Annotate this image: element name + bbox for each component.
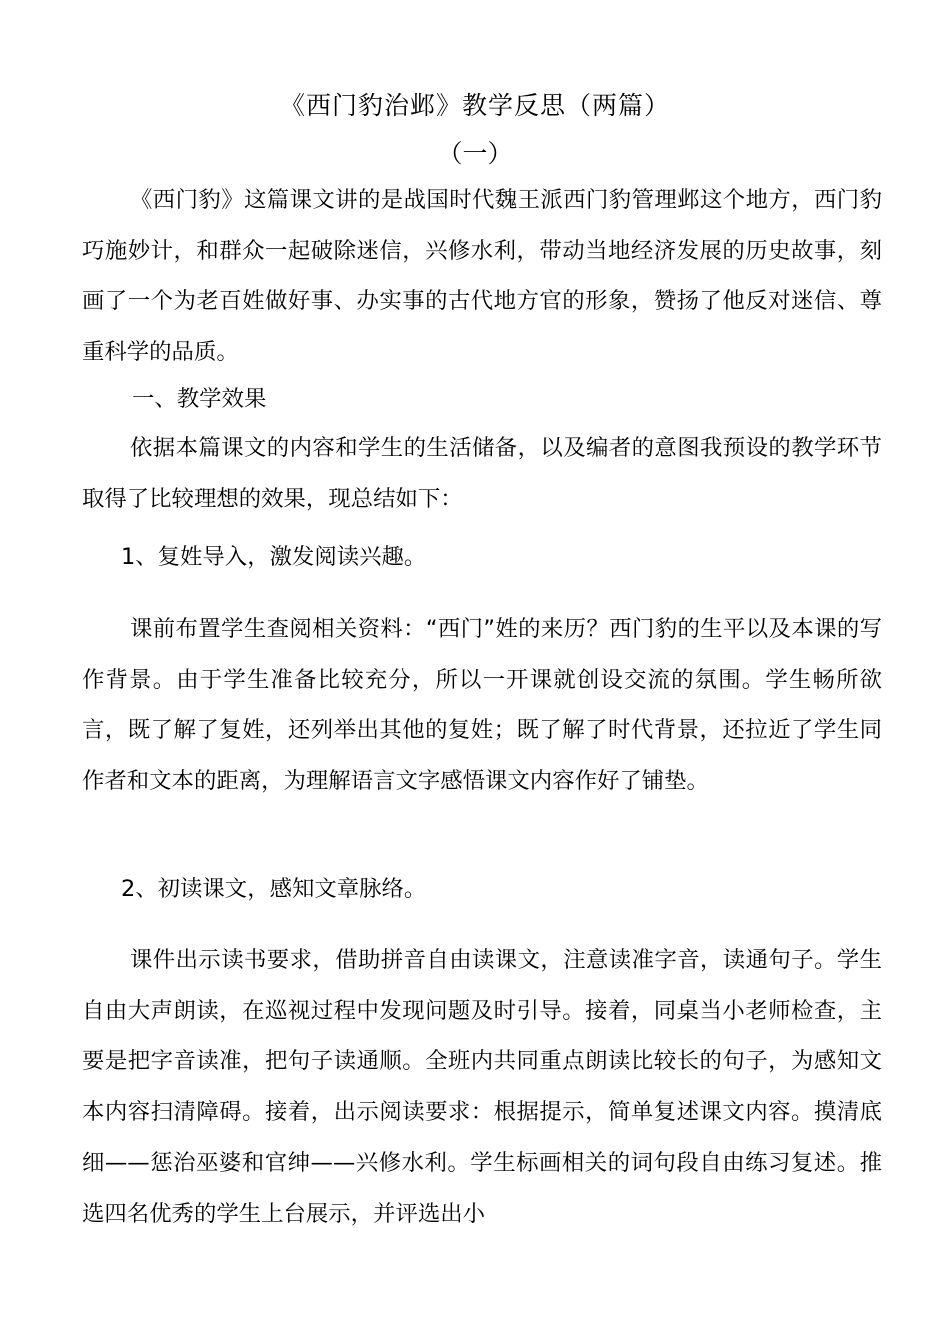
- step-heading-2: 2、初读课文，感知文章脉络。: [121, 876, 427, 902]
- step-body-1: 课前布置学生查阅相关资料：“西门”姓的来历？西门豹的生平以及本课的写作背景。由于学生准备比较充分，所以一开课就创设交流的氛围。学生畅所欲言，既了解了复姓，还列举出其他的复姓；既了解了时代背景，还拉近了学生同作者和文本的距离，为理解语言文字感悟课文内容作好了铺垫。: [82, 616, 882, 795]
- section-heading-teaching-effect: 一、教学效果: [132, 386, 267, 412]
- part-number: （一）: [437, 139, 513, 168]
- intro-paragraph: 《西门豹》这篇课文讲的是战国时代魏王派西门豹管理邺这个地方，西门豹巧施妙计，和群众一起破除迷信，兴修水利，带动当地经济发展的历史故事，刻画了一个为老百姓做好事、办实事的古代地方官的形象，赞扬了他反对迷信、尊重科学的品质。: [82, 187, 882, 366]
- step-body-2: 课件出示读书要求，借助拼音自由读课文，注意读准字音，读通句子。学生自由大声朗读，在巡视过程中发现问题及时引导。接着，同桌当小老师检查，主要是把字音读准，把句子读通顺。全班内共同重点朗读比较长的句子，为感知文本内容扫清障碍。接着，出示阅读要求：根据提示，简单复述课文内容。摸清底细——惩治巫婆和官绅——兴修水利。学生标画相关的词句段自由练习复述。推选四名优秀的学生上台展示，并评选出小: [82, 947, 882, 1227]
- document-title: 《西门豹治邺》教学反思（两篇）: [279, 91, 670, 120]
- section-intro-paragraph: 依据本篇课文的内容和学生的生活储备，以及编者的意图我预设的教学环节取得了比较理想的效果，现总结如下：: [82, 435, 882, 512]
- step-heading-1: 1、复姓导入，激发阅读兴趣。: [121, 544, 427, 570]
